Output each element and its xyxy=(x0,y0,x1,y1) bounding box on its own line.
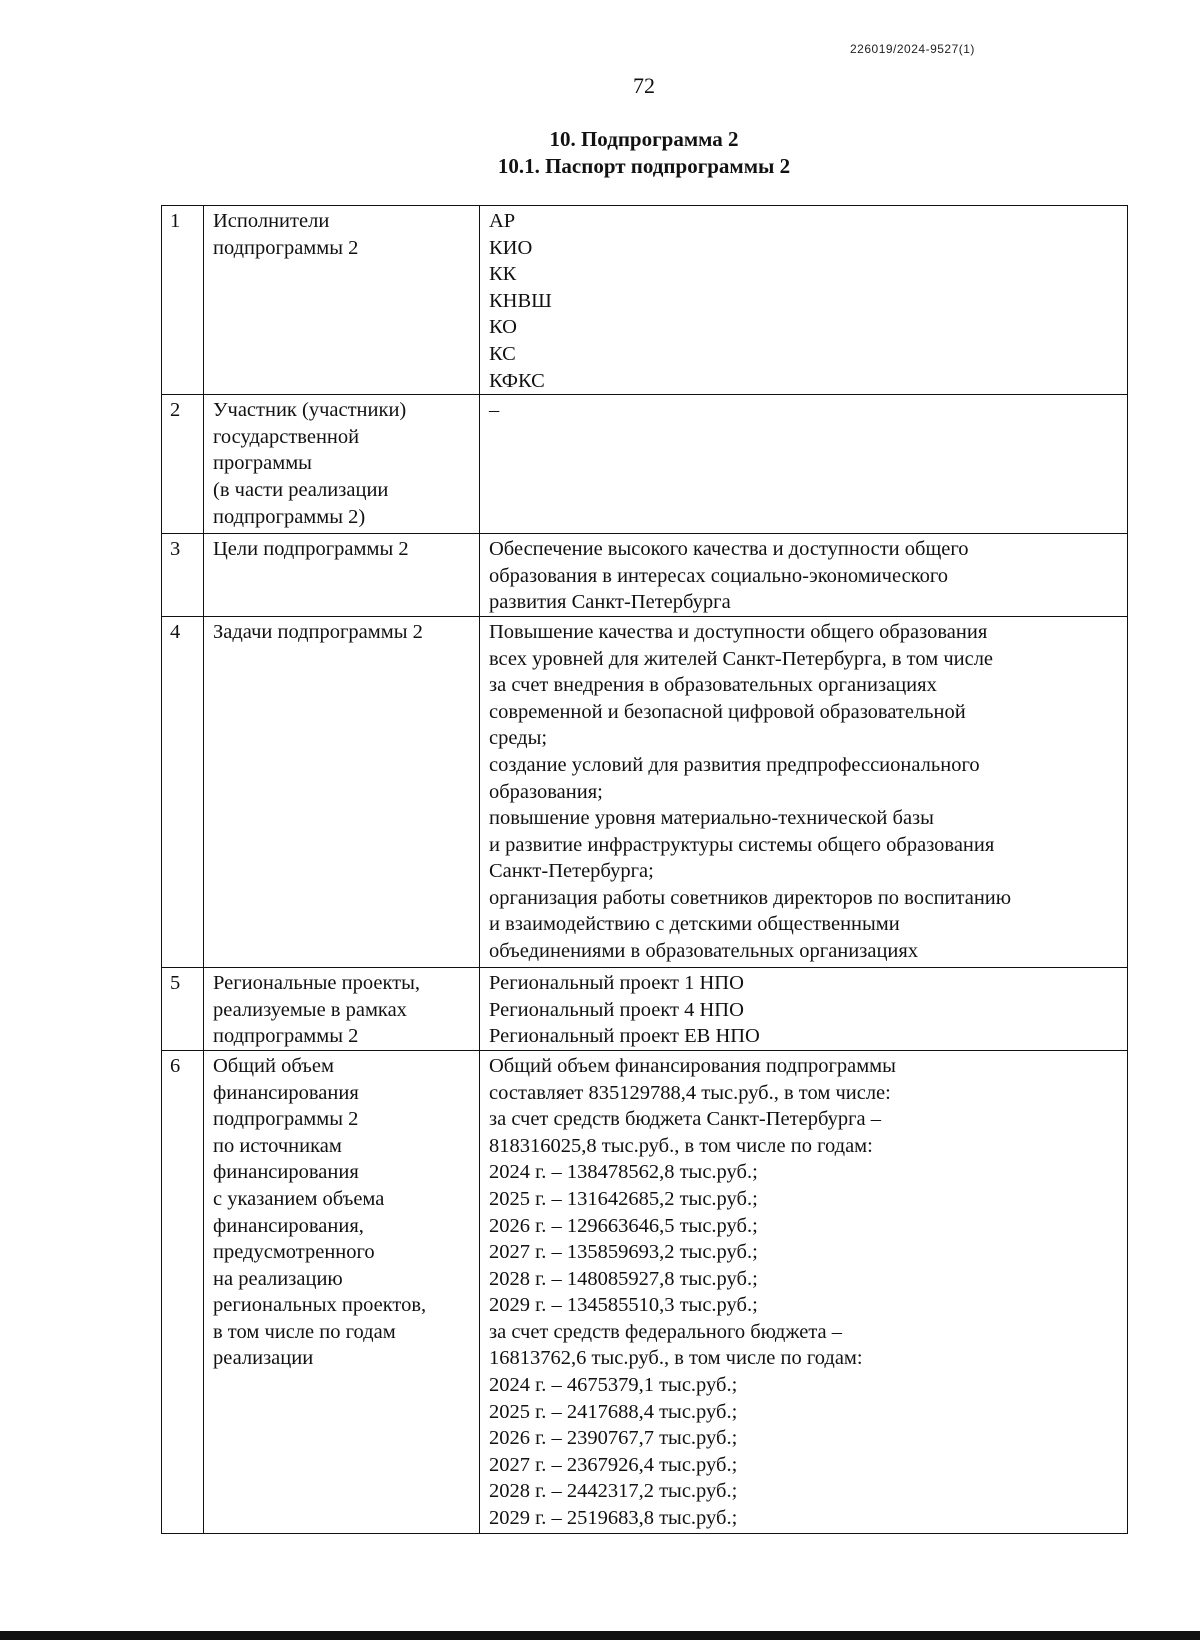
parameter-line: в том числе по годам xyxy=(213,1320,396,1343)
value-line: Региональный проект 1 НПО xyxy=(489,971,744,994)
value-line: и взаимодействию с детскими общественными xyxy=(489,913,900,936)
value-line: современной и безопасной цифровой образовательной xyxy=(489,700,966,723)
parameter-line: региональных проектов, xyxy=(213,1294,427,1317)
parameter-line: финансирования xyxy=(213,1081,359,1104)
value-line: 2027 г. – 2367926,4 тыс.руб.; xyxy=(489,1453,738,1476)
value-line: образования в интересах социально-экономического xyxy=(489,564,949,587)
value-line: развития Санкт-Петербурга xyxy=(489,591,731,614)
parameter-line: подпрограммы 2 xyxy=(213,236,359,259)
value-line: 2026 г. – 2390767,7 тыс.руб.; xyxy=(489,1427,738,1450)
value-line: КК xyxy=(489,263,517,286)
parameter-line: по источникам xyxy=(213,1134,342,1157)
value-line: – xyxy=(489,399,500,422)
value-line: за счет средств федерального бюджета – xyxy=(489,1320,843,1343)
parameter-cell xyxy=(204,967,480,1050)
table-row xyxy=(162,967,1128,1050)
parameter-line: на реализацию xyxy=(213,1267,343,1290)
value-line: 818316025,8 тыс.руб., в том числе по годам: xyxy=(489,1134,873,1157)
value-line: объединениями в образовательных организациях xyxy=(489,940,919,963)
value-line: 2025 г. – 2417688,4 тыс.руб.; xyxy=(489,1400,738,1423)
value-line: 2027 г. – 135859693,2 тыс.руб.; xyxy=(489,1241,758,1264)
value-line: Санкт-Петербурга; xyxy=(489,860,654,883)
value-line: и развитие инфраструктуры системы общего образования xyxy=(489,833,995,856)
value-line: 2024 г. – 4675379,1 тыс.руб.; xyxy=(489,1374,738,1397)
row-number-cell: 1 xyxy=(162,206,204,395)
parameter-cell xyxy=(204,206,480,395)
value-cell xyxy=(480,616,1128,967)
parameter-line: Региональные проекты, xyxy=(213,971,421,994)
value-line: Обеспечение высокого качества и доступности общего xyxy=(489,538,969,561)
value-line: КС xyxy=(489,342,516,365)
value-cell xyxy=(480,395,1128,534)
parameter-line: Участник (участники) xyxy=(213,399,407,422)
parameter-line: программы xyxy=(213,452,312,475)
value-line: АР xyxy=(489,210,516,232)
parameter-line: (в части реализации xyxy=(213,478,389,501)
value-cell xyxy=(480,967,1128,1050)
row-number-cell: 4 xyxy=(162,616,204,967)
page-number: 72 xyxy=(633,73,655,98)
parameter-cell xyxy=(204,395,480,534)
row-number-cell: 5 xyxy=(162,967,204,1050)
document-id: 226019/2024-9527(1) xyxy=(850,42,975,56)
value-line: Региональный проект ЕВ НПО xyxy=(489,1025,760,1048)
row-number-cell: 3 xyxy=(162,534,204,617)
section-title: 10. Подпрограмма 2 xyxy=(549,127,739,151)
table-row xyxy=(162,534,1128,617)
value-line: создание условий для развития предпрофессионального xyxy=(489,753,980,776)
value-line: КНВШ xyxy=(489,289,552,312)
table-row xyxy=(162,616,1128,967)
section-heading xyxy=(0,126,1200,180)
table-row xyxy=(162,395,1128,534)
value-line: Общий объем финансирования подпрограммы xyxy=(489,1054,896,1077)
value-line: повышение уровня материально-технической базы xyxy=(489,807,934,830)
parameter-line: подпрограммы 2 xyxy=(213,1025,359,1048)
value-cell xyxy=(480,1050,1128,1533)
value-line: 2026 г. – 129663646,5 тыс.руб.; xyxy=(489,1214,758,1237)
value-line: КФКС xyxy=(489,369,545,392)
parameter-line: реализуемые в рамках xyxy=(213,998,407,1021)
subprogram-passport-table xyxy=(161,205,1128,1534)
parameter-line: Задачи подпрограммы 2 xyxy=(213,620,423,643)
value-line: Повышение качества и доступности общего образования xyxy=(489,620,988,643)
parameter-line: финансирования, xyxy=(213,1214,364,1237)
parameter-line: предусмотренного xyxy=(213,1241,375,1264)
value-line: организация работы советников директоров по воспитанию xyxy=(489,886,1012,909)
value-line: 2028 г. – 148085927,8 тыс.руб.; xyxy=(489,1267,758,1290)
parameter-line: Цели подпрограммы 2 xyxy=(213,538,409,561)
scan-edge-border xyxy=(0,1631,1200,1640)
value-line: среды; xyxy=(489,727,548,750)
value-line: за счет средств бюджета Санкт-Петербурга – xyxy=(489,1108,881,1131)
parameter-cell xyxy=(204,1050,480,1533)
value-line: 2028 г. – 2442317,2 тыс.руб.; xyxy=(489,1480,738,1503)
parameter-line: государственной xyxy=(213,425,360,448)
value-line: Региональный проект 4 НПО xyxy=(489,998,744,1021)
value-line: 2029 г. – 134585510,3 тыс.руб.; xyxy=(489,1294,758,1317)
table-row xyxy=(162,1050,1128,1533)
value-line: образования; xyxy=(489,780,603,803)
parameter-line: с указанием объема xyxy=(213,1187,385,1210)
parameter-line: реализации xyxy=(213,1347,314,1370)
parameter-cell xyxy=(204,616,480,967)
value-line: КИО xyxy=(489,236,533,259)
parameter-line: Общий объем xyxy=(213,1054,334,1077)
row-number-cell: 2 xyxy=(162,395,204,534)
parameter-cell xyxy=(204,534,480,617)
value-line: КО xyxy=(489,316,517,339)
value-line: 16813762,6 тыс.руб., в том числе по годам: xyxy=(489,1347,863,1370)
parameter-line: финансирования xyxy=(213,1161,359,1184)
parameter-line: подпрограммы 2 xyxy=(213,1108,359,1131)
table-body xyxy=(162,206,1128,1534)
section-subtitle: 10.1. Паспорт подпрограммы 2 xyxy=(497,154,791,178)
value-line: 2024 г. – 138478562,8 тыс.руб.; xyxy=(489,1161,758,1184)
value-cell xyxy=(480,206,1128,395)
value-line: всех уровней для жителей Санкт-Петербурга, в том числе xyxy=(489,647,994,670)
parameter-line: Исполнители xyxy=(213,210,330,232)
value-line: составляет 835129788,4 тыс.руб., в том числе: xyxy=(489,1081,891,1104)
value-line: за счет внедрения в образовательных организациях xyxy=(489,674,937,697)
value-line: 2025 г. – 131642685,2 тыс.руб.; xyxy=(489,1187,758,1210)
row-number-cell: 6 xyxy=(162,1050,204,1533)
parameter-line: подпрограммы 2) xyxy=(213,505,366,528)
value-cell xyxy=(480,534,1128,617)
table-row xyxy=(162,206,1128,395)
value-line: 2029 г. – 2519683,8 тыс.руб.; xyxy=(489,1507,738,1530)
